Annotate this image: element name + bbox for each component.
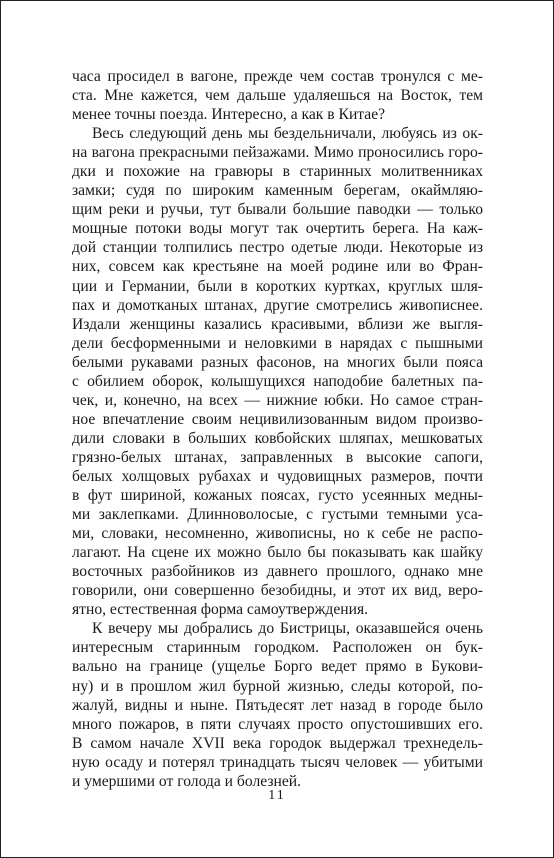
text-line: вально на границе (ущелье Борго ведет прямо в Букови- xyxy=(72,658,483,676)
text-line: замки; судя по широким каменным берегам, окаймляю- xyxy=(72,182,483,200)
text-line: них, совсем как крестьяне на моей родине или во Фран- xyxy=(72,258,483,276)
text-line: щим реки и ручьи, тут бывали большие паводки — только xyxy=(72,201,483,219)
text-line: на вагона прекрасными пейзажами. Мимо проносились горо- xyxy=(72,144,483,162)
text-line: белых холщовых рубахах и чудовищных размеров, почти xyxy=(72,467,483,485)
text-line: менее точны поезда. Интересно, а как в Китае? xyxy=(72,106,386,124)
text-line: дели бесформенными и неловкими в нарядах с пышными xyxy=(72,334,483,352)
text-line: ятно, естественная форма самоутверждения. xyxy=(72,601,369,619)
text-line: ми заклепками. Длинноволосые, с густыми темными уса- xyxy=(72,506,483,524)
text-line: ста. Мне кажется, чем дальше удаляешься на Восток, тем xyxy=(72,87,483,105)
text-line: Издали женщины казались красивыми, вблизи же выгля- xyxy=(72,315,483,333)
text-line: чек, и, конечно, на всех — нижние юбки. Но самое стран- xyxy=(72,391,483,409)
text-line: лагают. На сцене их можно было бы показывать как шайку xyxy=(72,544,483,562)
text-line: мощные потоки воды могут так очертить берега. На каж- xyxy=(72,220,483,238)
text-line: много пожаров, в пяти случаях просто опустошивших его. xyxy=(72,715,483,733)
text-line: с обилием оборок, колышущихся наподобие балетных па- xyxy=(72,372,483,390)
text-line: интересным старинным городком. Расположен он бук- xyxy=(72,639,483,657)
text-line: ну) и в прошлом жил бурной жизнью, следы которой, по- xyxy=(72,677,483,695)
paragraph-first-line: К вечеру мы добрались до Бистрицы, оказавшейся очень xyxy=(92,620,483,638)
text-line: в фут шириной, кожаных поясах, густо усеянных медны- xyxy=(72,487,483,505)
text-line: ми, словаки, несомненно, живописны, но к себе не распо- xyxy=(72,525,483,543)
text-line: восточных разбойников из давнего прошлого, однако мне xyxy=(72,563,483,581)
text-line: и умершими от голода и болезней. xyxy=(72,772,302,790)
text-line: дки и похожие на гравюры в старинных молитвенниках xyxy=(72,163,483,181)
text-line: дили словаки в больших ковбойских шляпах, мешковатых xyxy=(72,429,483,447)
text-line: жалуй, видны и ныне. Пятьдесят лет назад в городе было xyxy=(72,696,483,714)
text-line: ное впечатление своим нецивилизованным видом произво- xyxy=(72,410,483,428)
text-line: пах и домотканых штанах, другие смотрелись живописнее. xyxy=(72,296,483,314)
text-line: В самом начале XVII века городок выдержал трехнедель- xyxy=(72,734,483,752)
text-line: грязно-белых штанах, заправленных в высокие сапоги, xyxy=(72,448,483,466)
text-line: дой станции толпились пестро одетые люди. Некоторые из xyxy=(72,239,483,257)
text-line: ции и Германии, были в коротких куртках, круглых шля- xyxy=(72,277,483,295)
page-number: 11 xyxy=(268,788,286,803)
paragraph-first-line: Весь следующий день мы бездельничали, любуясь из ок- xyxy=(92,125,483,143)
text-line: говорили, они совершенно безобидны, и этот их вид, веро- xyxy=(72,582,483,600)
text-line: часа просидел в вагоне, прежде чем состав тронулся с ме- xyxy=(72,68,483,85)
text-line: ную осаду и потерял тринадцать тысяч человек — убитыми xyxy=(72,753,483,771)
text-line: белыми рукавами разных фасонов, на многих были пояса xyxy=(72,353,483,371)
body-text xyxy=(72,67,483,791)
